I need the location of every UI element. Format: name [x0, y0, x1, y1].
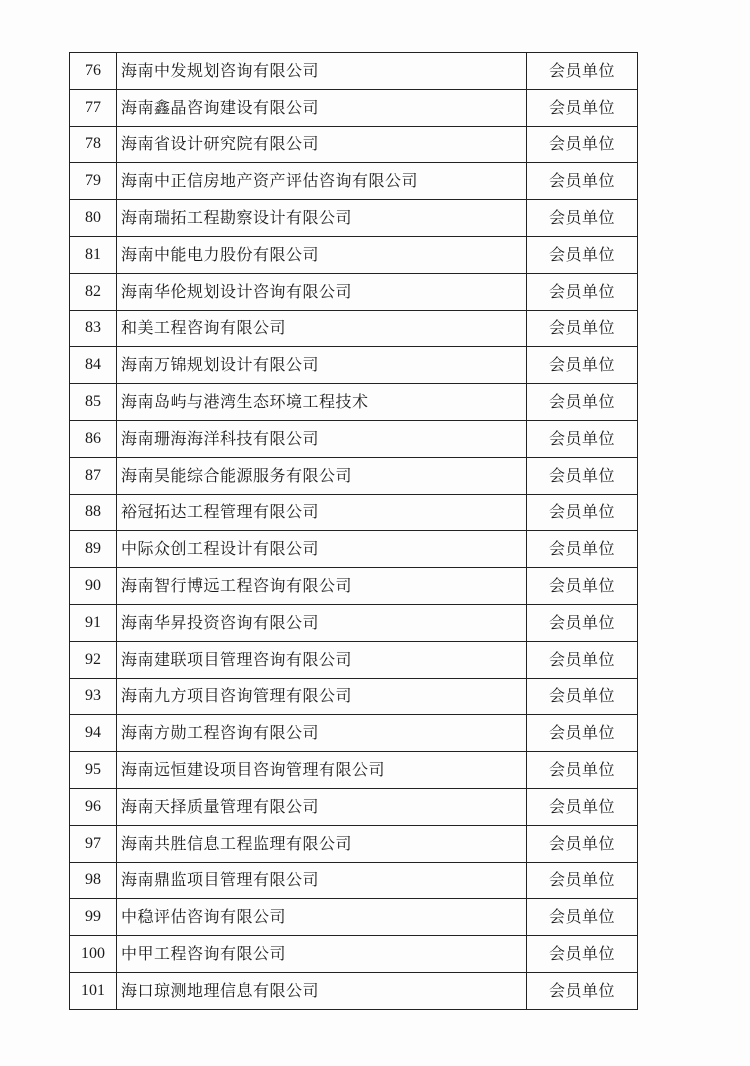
- company-name: 海南远恒建设项目咨询管理有限公司: [117, 752, 527, 789]
- membership-type: 会员单位: [527, 972, 638, 1009]
- membership-type: 会员单位: [527, 825, 638, 862]
- row-number: 80: [70, 200, 117, 237]
- company-name: 海南鼎监项目管理有限公司: [117, 862, 527, 899]
- row-number: 86: [70, 420, 117, 457]
- table-row: [70, 200, 638, 237]
- company-name: 海南中能电力股份有限公司: [117, 236, 527, 273]
- table-row: [70, 568, 638, 605]
- membership-type: 会员单位: [527, 568, 638, 605]
- company-name: 海南九方项目咨询管理有限公司: [117, 678, 527, 715]
- row-number: 99: [70, 899, 117, 936]
- table-row: [70, 126, 638, 163]
- member-list-body: [70, 53, 638, 1010]
- company-name: 裕冠拓达工程管理有限公司: [117, 494, 527, 531]
- membership-type: 会员单位: [527, 126, 638, 163]
- row-number: 87: [70, 457, 117, 494]
- table-row: [70, 53, 638, 90]
- row-number: 93: [70, 678, 117, 715]
- row-number: 78: [70, 126, 117, 163]
- row-number: 91: [70, 604, 117, 641]
- row-number: 92: [70, 641, 117, 678]
- row-number: 79: [70, 163, 117, 200]
- row-number: 94: [70, 715, 117, 752]
- membership-type: 会员单位: [527, 494, 638, 531]
- membership-type: 会员单位: [527, 310, 638, 347]
- company-name: 海南万锦规划设计有限公司: [117, 347, 527, 384]
- company-name: 海南瑞拓工程勘察设计有限公司: [117, 200, 527, 237]
- membership-type: 会员单位: [527, 273, 638, 310]
- company-name: 海南鑫晶咨询建设有限公司: [117, 89, 527, 126]
- table-row: [70, 678, 638, 715]
- membership-type: 会员单位: [527, 715, 638, 752]
- table-row: [70, 420, 638, 457]
- table-row: [70, 457, 638, 494]
- membership-type: 会员单位: [527, 163, 638, 200]
- company-name: 海南智行博远工程咨询有限公司: [117, 568, 527, 605]
- row-number: 90: [70, 568, 117, 605]
- membership-type: 会员单位: [527, 384, 638, 421]
- company-name: 海南昊能综合能源服务有限公司: [117, 457, 527, 494]
- membership-type: 会员单位: [527, 899, 638, 936]
- membership-type: 会员单位: [527, 936, 638, 973]
- row-number: 83: [70, 310, 117, 347]
- company-name: 和美工程咨询有限公司: [117, 310, 527, 347]
- table-row: [70, 273, 638, 310]
- table-row: [70, 347, 638, 384]
- row-number: 100: [70, 936, 117, 973]
- company-name: 海南珊海海洋科技有限公司: [117, 420, 527, 457]
- row-number: 101: [70, 972, 117, 1009]
- row-number: 89: [70, 531, 117, 568]
- membership-type: 会员单位: [527, 604, 638, 641]
- table-row: [70, 936, 638, 973]
- table-row: [70, 825, 638, 862]
- company-name: 中甲工程咨询有限公司: [117, 936, 527, 973]
- table-row: [70, 862, 638, 899]
- company-name: 海南岛屿与港湾生态环境工程技术: [117, 384, 527, 421]
- membership-type: 会员单位: [527, 200, 638, 237]
- table-row: [70, 972, 638, 1009]
- company-name: 海南共胜信息工程监理有限公司: [117, 825, 527, 862]
- row-number: 85: [70, 384, 117, 421]
- membership-type: 会员单位: [527, 752, 638, 789]
- company-name: 海口琼测地理信息有限公司: [117, 972, 527, 1009]
- membership-type: 会员单位: [527, 641, 638, 678]
- membership-type: 会员单位: [527, 531, 638, 568]
- membership-type: 会员单位: [527, 678, 638, 715]
- table-row: [70, 89, 638, 126]
- row-number: 81: [70, 236, 117, 273]
- company-name: 中稳评估咨询有限公司: [117, 899, 527, 936]
- membership-type: 会员单位: [527, 347, 638, 384]
- table-row: [70, 384, 638, 421]
- row-number: 95: [70, 752, 117, 789]
- company-name: 中际众创工程设计有限公司: [117, 531, 527, 568]
- table-row: [70, 494, 638, 531]
- company-name: 海南中发规划咨询有限公司: [117, 53, 527, 90]
- company-name: 海南省设计研究院有限公司: [117, 126, 527, 163]
- membership-type: 会员单位: [527, 89, 638, 126]
- row-number: 98: [70, 862, 117, 899]
- table-row: [70, 715, 638, 752]
- company-name: 海南华昇投资咨询有限公司: [117, 604, 527, 641]
- company-name: 海南华伦规划设计咨询有限公司: [117, 273, 527, 310]
- table-row: [70, 163, 638, 200]
- table-row: [70, 604, 638, 641]
- row-number: 77: [70, 89, 117, 126]
- row-number: 97: [70, 825, 117, 862]
- company-name: 海南方勋工程咨询有限公司: [117, 715, 527, 752]
- table-row: [70, 788, 638, 825]
- row-number: 88: [70, 494, 117, 531]
- table-row: [70, 899, 638, 936]
- membership-type: 会员单位: [527, 862, 638, 899]
- membership-type: 会员单位: [527, 236, 638, 273]
- row-number: 96: [70, 788, 117, 825]
- table-row: [70, 641, 638, 678]
- row-number: 84: [70, 347, 117, 384]
- company-name: 海南建联项目管理咨询有限公司: [117, 641, 527, 678]
- membership-type: 会员单位: [527, 788, 638, 825]
- company-name: 海南天择质量管理有限公司: [117, 788, 527, 825]
- membership-type: 会员单位: [527, 457, 638, 494]
- table-row: [70, 752, 638, 789]
- table-row: [70, 236, 638, 273]
- row-number: 76: [70, 53, 117, 90]
- table-row: [70, 310, 638, 347]
- table-row: [70, 531, 638, 568]
- member-list-table: [69, 52, 638, 1010]
- company-name: 海南中正信房地产资产评估咨询有限公司: [117, 163, 527, 200]
- row-number: 82: [70, 273, 117, 310]
- membership-type: 会员单位: [527, 53, 638, 90]
- membership-type: 会员单位: [527, 420, 638, 457]
